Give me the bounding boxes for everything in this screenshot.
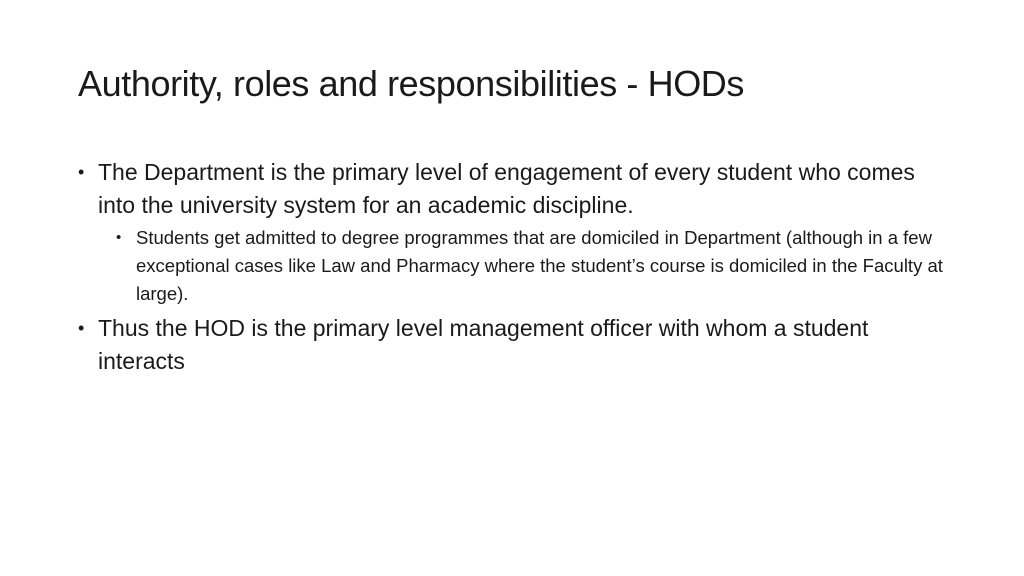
slide-title: Authority, roles and responsibilities - HODs [78,63,744,104]
bullet-item [78,312,958,378]
slide-content [78,156,958,380]
sub-bullet-marker: • [116,229,122,246]
sub-bullet-text: Students get admitted to degree programmes that are domiciled in Department (although in a few exceptional cases like Law and Pharmacy where the student’s course is domiciled in the Faculty at large). [136,227,943,304]
bullet-marker: • [78,318,85,338]
bullet-text: The Department is the primary level of engagement of every student who comes into the university system for an academic discipline. [98,159,915,218]
sub-bullet-item [116,224,958,308]
bullet-item [78,156,958,222]
bullet-marker: • [78,162,85,182]
bullet-text: Thus the HOD is the primary level management officer with whom a student interacts [98,315,869,374]
